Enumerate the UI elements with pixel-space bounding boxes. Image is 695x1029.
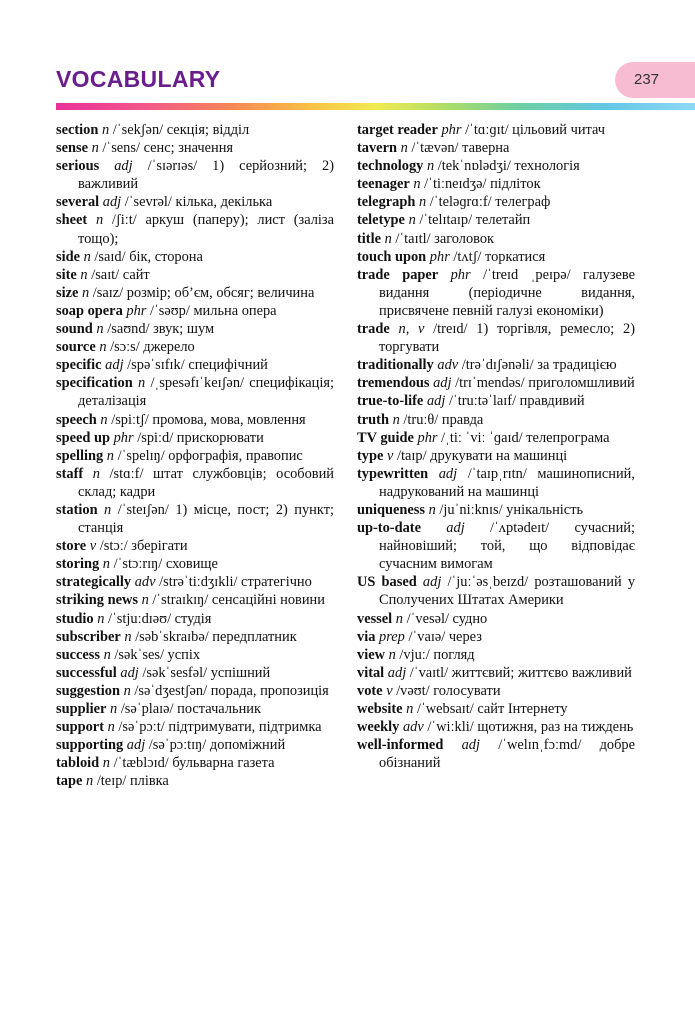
part-of-speech: n <box>83 248 91 265</box>
definition: /ˈtæblɔɪd/ бульварна газета <box>113 755 275 772</box>
part-of-speech: n <box>100 411 108 428</box>
vocabulary-entry <box>357 447 635 465</box>
headword: telegraph <box>357 194 416 211</box>
part-of-speech: n <box>80 266 88 283</box>
definition: /spiːtʃ/ промова, мова, мовлення <box>111 411 306 428</box>
part-of-speech: v <box>387 447 394 464</box>
headword: via <box>357 628 376 645</box>
headword: well-informed <box>357 737 444 754</box>
definition: /səˈpɔːt/ підтримувати, підтримка <box>118 719 322 736</box>
part-of-speech: adj <box>387 664 407 681</box>
vocabulary-entry <box>357 248 635 266</box>
vocabulary-entry <box>56 772 334 790</box>
definition: /ˈtreɪd ˌpeɪpə/ галузеве видання (періодичне видання, присвячене певній галузі економіки) <box>379 266 635 319</box>
part-of-speech: adj <box>433 375 452 392</box>
definition: /ˈtaɪtl/ заголовок <box>395 230 495 247</box>
vocabulary-entry <box>56 736 334 754</box>
definition: /strəˈtiːdʒɪkli/ стратегічно <box>159 574 312 591</box>
vocabulary-entry <box>56 664 334 682</box>
vocabulary-entry <box>357 736 635 772</box>
definition: /ˈvesəl/ судно <box>406 610 488 627</box>
headword: source <box>56 339 96 356</box>
part-of-speech: n <box>103 646 111 663</box>
headword: success <box>56 646 100 663</box>
definition: /saɪd/ бік, сторона <box>94 248 203 265</box>
headword: sound <box>56 321 93 338</box>
headword: vessel <box>357 610 393 627</box>
definition: /ˈsəʊp/ мильна опера <box>149 302 277 319</box>
vocabulary-entry <box>56 374 334 410</box>
headword: subscriber <box>56 628 121 645</box>
definition: /tʌtʃ/ торкатися <box>453 248 546 265</box>
vocabulary-column-left <box>56 121 334 790</box>
headword: suggestion <box>56 682 120 699</box>
part-of-speech: n <box>413 176 421 193</box>
vocabulary-entry <box>56 266 334 284</box>
vocabulary-entry <box>357 519 635 573</box>
vocabulary-entry <box>56 139 334 157</box>
headword: specific <box>56 357 102 374</box>
vocabulary-entry <box>56 610 334 628</box>
vocabulary-entry <box>56 193 334 211</box>
headword: tape <box>56 773 83 790</box>
vocabulary-entry <box>56 754 334 772</box>
definition: /ˈsekʃən/ секція; відділ <box>112 122 250 138</box>
vocabulary-entry <box>56 591 334 609</box>
definition: /ˈstraɪkɪŋ/ сенсаційні новини <box>152 592 325 609</box>
part-of-speech: adj <box>438 465 458 482</box>
headword: truth <box>357 411 389 428</box>
part-of-speech: n <box>124 628 132 645</box>
part-of-speech: n <box>400 140 408 157</box>
headword: speech <box>56 411 97 428</box>
part-of-speech: phr <box>113 429 134 446</box>
page-number: 237 <box>634 71 660 88</box>
definition: /treɪd/ 1) торгівля, ремесло; 2) торгувати <box>379 321 635 356</box>
vocabulary-entry <box>56 628 334 646</box>
definition: /ˈvaɪtl/ життєвий; життєво важливий <box>409 664 632 681</box>
part-of-speech: adj <box>114 158 133 175</box>
vocabulary-entry <box>56 555 334 573</box>
definition: /saʊnd/ звук; шум <box>107 321 215 338</box>
definition: /ˈtruːtəˈlaɪf/ правдивий <box>448 393 585 410</box>
part-of-speech: n <box>107 719 115 736</box>
headword: staff <box>56 465 84 482</box>
headword: strategically <box>56 574 132 591</box>
headword: spelling <box>56 447 104 464</box>
definition: /ˈstɔːrɪŋ/ сховище <box>113 556 218 573</box>
vocabulary-entry <box>357 628 635 646</box>
headword: traditionally <box>357 357 434 374</box>
headword: speed up <box>56 429 110 446</box>
headword: storing <box>56 556 100 573</box>
headword: site <box>56 266 77 283</box>
headword: up-to-date <box>357 520 421 537</box>
part-of-speech: n <box>96 321 104 338</box>
part-of-speech: n <box>110 701 118 717</box>
headword: type <box>357 447 384 464</box>
part-of-speech: adj <box>105 357 124 374</box>
part-of-speech: v <box>386 682 393 699</box>
part-of-speech: n <box>141 592 149 609</box>
headword: uniqueness <box>357 501 425 518</box>
definition: /ˈwelɪnˌfɔːmd/ добре обізнаний <box>379 737 635 772</box>
part-of-speech: n <box>101 122 110 138</box>
part-of-speech: adj <box>426 393 446 410</box>
vocabulary-entry <box>56 320 334 338</box>
part-of-speech: n <box>102 755 110 772</box>
vocabulary-entry <box>357 121 635 139</box>
headword: teenager <box>357 176 410 193</box>
part-of-speech: n <box>102 556 110 573</box>
vocabulary-entry <box>357 356 635 374</box>
vocabulary-entry <box>357 682 635 700</box>
rainbow-divider <box>56 103 695 110</box>
part-of-speech: n <box>428 501 436 518</box>
part-of-speech: adj <box>461 737 480 754</box>
headword: trade paper <box>357 266 439 283</box>
page-title: VOCABULARY <box>56 66 221 92</box>
vocabulary-entry <box>56 700 334 718</box>
definition: /ˈvaɪə/ через <box>408 628 482 645</box>
headword: section <box>56 122 99 138</box>
part-of-speech: n <box>408 212 416 229</box>
definition: /ˈtiːneɪdʒə/ підліток <box>424 176 541 193</box>
headword: trade <box>357 321 390 338</box>
part-of-speech: n <box>395 610 403 627</box>
vocabulary-entry <box>56 121 334 139</box>
vocabulary-entry <box>56 501 334 537</box>
vocabulary-entry <box>357 700 635 718</box>
definition: /tekˈnɒlədʒi/ технологія <box>437 158 580 175</box>
headword: several <box>56 194 100 211</box>
headword: soap opera <box>56 302 123 319</box>
part-of-speech: n <box>123 682 131 699</box>
headword: station <box>56 501 98 518</box>
headword: US based <box>357 574 417 591</box>
part-of-speech: v <box>89 538 97 555</box>
vocabulary-entry <box>357 465 635 501</box>
part-of-speech: prep <box>379 628 405 645</box>
part-of-speech: phr <box>441 122 462 138</box>
headword: target reader <box>357 122 438 138</box>
headword: TV guide <box>357 429 414 446</box>
definition: /ˌtiː ˈviː ˈɡaɪd/ телепрограма <box>441 429 610 446</box>
vocabulary-entry <box>357 718 635 736</box>
definition: /ˈtelɪtaɪp/ телетайп <box>419 212 531 229</box>
vocabulary-entry <box>56 411 334 429</box>
definition: /ˈspelɪŋ/ орфографія, правопис <box>117 447 303 464</box>
definition: /ʃiːt/ аркуш (паперу); лист (заліза тощо); <box>78 212 334 247</box>
headword: vote <box>357 682 383 699</box>
headword: successful <box>56 664 117 681</box>
vocabulary-entry <box>56 718 334 736</box>
definition: /ˈsɪərɪəs/ 1) серйозний; 2) важливий <box>78 158 334 193</box>
part-of-speech: n <box>99 339 107 356</box>
headword: title <box>357 230 381 247</box>
headword: supplier <box>56 701 107 717</box>
part-of-speech: adj <box>446 520 465 537</box>
vocabulary-entry <box>357 374 635 392</box>
definition: /ˈstjuːdɪəʊ/ студія <box>108 610 212 627</box>
vocabulary-entry <box>357 139 635 157</box>
headword: tremendous <box>357 375 430 392</box>
part-of-speech: n <box>106 447 114 464</box>
definition: /truːθ/ правда <box>403 411 484 428</box>
definition: /saɪz/ розмір; об’єм, обсяг; величина <box>92 284 315 301</box>
part-of-speech: adj <box>126 737 146 754</box>
definition: /səˈplaɪə/ постачальник <box>120 701 261 717</box>
vocabulary-entry <box>357 266 635 320</box>
definition: /səˈpɔːtɪŋ/ допоміжний <box>148 737 286 754</box>
part-of-speech: n <box>406 701 414 717</box>
definition: /ˈtɑːɡɪt/ цільовий читач <box>465 122 606 138</box>
headword: studio <box>56 610 94 627</box>
definition: /ˈteləɡrɑːf/ телеграф <box>429 194 551 211</box>
vocabulary-entry <box>56 284 334 302</box>
definition: /ˈjuːˈəsˌbeɪzd/ розташований у Сполучених Штатах Америки <box>379 574 636 609</box>
definition: /ˈwebsaɪt/ сайт Інтернету <box>416 701 568 717</box>
definition: /stɔː/ зберігати <box>99 538 188 555</box>
headword: sheet <box>56 212 88 229</box>
part-of-speech: n <box>418 194 427 211</box>
headword: website <box>357 701 403 717</box>
part-of-speech: n <box>392 411 400 428</box>
definition: /ˌspesəfɪˈkeɪʃən/ специфікація; деталізація <box>78 375 334 410</box>
definition: /ˈtaɪpˌrɪtn/ машинописний, надрукований на машинці <box>379 465 635 500</box>
vocabulary-entry <box>357 320 635 356</box>
vocabulary-entry <box>56 573 334 591</box>
definition: /səkˈsesfəl/ успішний <box>142 664 271 681</box>
vocabulary-entry <box>357 392 635 410</box>
definition: /vjuː/ погляд <box>399 646 475 663</box>
headword: touch upon <box>357 248 427 265</box>
part-of-speech: n <box>384 230 392 247</box>
part-of-speech: phr <box>126 302 147 319</box>
vocabulary-entry <box>357 411 635 429</box>
part-of-speech: adv <box>134 574 156 591</box>
headword: supporting <box>56 737 124 754</box>
vocabulary-entry <box>357 230 635 248</box>
definition: /juˈniːknɪs/ унікальність <box>439 501 584 518</box>
vocabulary-entry <box>357 175 635 193</box>
headword: view <box>357 646 385 663</box>
part-of-speech: adj <box>102 194 122 211</box>
headword: size <box>56 284 79 301</box>
vocabulary-entry <box>56 211 334 247</box>
vocabulary-entry <box>56 646 334 664</box>
headword: true-to-life <box>357 393 424 410</box>
headword: tabloid <box>56 755 100 772</box>
part-of-speech: n <box>92 465 100 482</box>
definition: /ˈsens/ сенс; значення <box>102 140 234 157</box>
headword: support <box>56 719 104 736</box>
vocabulary-entry <box>357 193 635 211</box>
definition: /sɔːs/ джерело <box>110 339 195 356</box>
part-of-speech: adv <box>437 357 459 374</box>
vocabulary-entry <box>357 157 635 175</box>
headword: sense <box>56 140 88 157</box>
headword: typewritten <box>357 465 429 482</box>
part-of-speech: adj <box>422 574 442 591</box>
part-of-speech: phr <box>429 248 450 265</box>
definition: /ˈtævən/ таверна <box>411 140 510 157</box>
vocabulary-entry <box>357 573 635 609</box>
part-of-speech: n <box>91 140 99 157</box>
vocabulary-entry <box>56 447 334 465</box>
definition: /teɪp/ плівка <box>96 773 169 790</box>
vocabulary-entry <box>357 429 635 447</box>
vocabulary-entry <box>357 646 635 664</box>
vocabulary-entry <box>56 338 334 356</box>
vocabulary-entry <box>56 537 334 555</box>
definition: /spiːd/ прискорювати <box>137 429 264 446</box>
headword: weekly <box>357 719 400 736</box>
vocabulary-entry <box>56 248 334 266</box>
part-of-speech: adv <box>402 719 424 736</box>
definition: /taɪp/ друкувати на машинці <box>397 447 568 464</box>
headword: store <box>56 538 87 555</box>
definition: /ˈsevrəl/ кілька, декілька <box>124 194 273 211</box>
headword: tavern <box>357 140 397 157</box>
definition: /saɪt/ сайт <box>91 266 150 283</box>
definition: /spəˈsɪfɪk/ специфічний <box>127 357 268 374</box>
part-of-speech: n <box>95 212 104 229</box>
part-of-speech: n <box>138 375 146 392</box>
part-of-speech: adj <box>120 664 139 681</box>
vocabulary-column-right <box>357 121 635 772</box>
definition: /trəˈdɪʃənəli/ за традицією <box>461 357 617 374</box>
vocabulary-entry <box>56 302 334 320</box>
definition: /vəʊt/ голосувати <box>396 682 501 699</box>
part-of-speech: phr <box>450 266 471 283</box>
headword: teletype <box>357 212 405 229</box>
part-of-speech: n <box>86 773 94 790</box>
vocabulary-entry <box>357 211 635 229</box>
vocabulary-entry <box>56 157 334 193</box>
vocabulary-entry <box>56 682 334 700</box>
part-of-speech: n <box>426 158 435 175</box>
headword: technology <box>357 158 424 175</box>
vocabulary-entry <box>56 429 334 447</box>
definition: /ˈsteɪʃən/ 1) місце, пост; 2) пункт; станція <box>78 501 334 537</box>
definition: /səbˈskraɪbə/ передплатник <box>135 628 297 645</box>
definition: /ˈwiːkli/ щотижня, раз на тиждень <box>427 719 634 736</box>
part-of-speech: n <box>97 610 105 627</box>
part-of-speech: n <box>81 284 90 301</box>
vocabulary-entry <box>357 610 635 628</box>
part-of-speech: phr <box>417 429 438 446</box>
vocabulary-entry <box>56 465 334 501</box>
part-of-speech: n <box>388 646 396 663</box>
definition: /stɑːf/ штат службовців; особовий склад; кадри <box>78 465 334 500</box>
headword: specification <box>56 375 133 392</box>
vocabulary-entry <box>56 356 334 374</box>
part-of-speech: n, v <box>398 321 425 338</box>
vocabulary-entry <box>357 664 635 682</box>
vocabulary-entry <box>357 501 635 519</box>
headword: side <box>56 248 80 265</box>
definition: /trɪˈmendəs/ приголомшливий <box>455 375 635 392</box>
definition: /ˈʌptədeɪt/ сучасний; найновіший; той, що відповідає сучасним вимогам <box>379 520 635 573</box>
headword: striking news <box>56 592 138 609</box>
definition: /səˈdʒestʃən/ порада, пропозиція <box>134 682 329 699</box>
headword: serious <box>56 158 100 175</box>
headword: vital <box>357 664 385 681</box>
definition: /səkˈses/ успіх <box>114 646 201 663</box>
part-of-speech: n <box>104 501 112 518</box>
